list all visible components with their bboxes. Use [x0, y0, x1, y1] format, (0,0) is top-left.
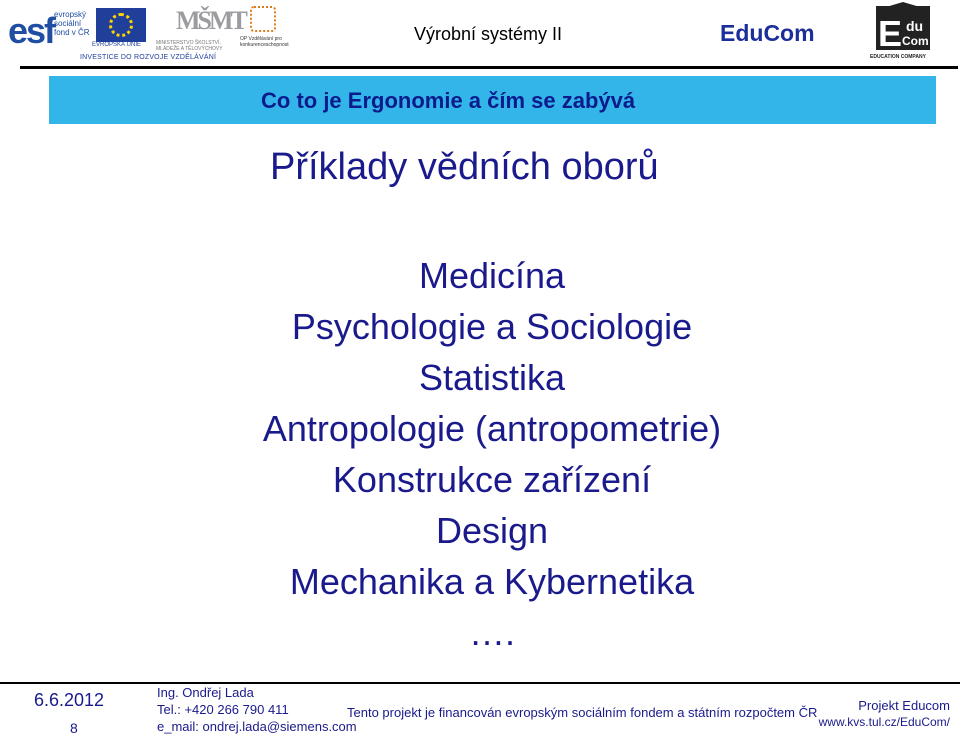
author-name: Ing. Ondřej Lada	[157, 685, 254, 700]
msmt-logo-mark: MŠMT	[176, 6, 245, 35]
course-title: Výrobní systémy II	[414, 24, 563, 44]
esf-logo-text: evropský sociální fond v ČR	[54, 10, 90, 37]
footer-project	[819, 697, 950, 731]
section-banner	[49, 76, 936, 124]
list-item: Statistika	[418, 357, 566, 398]
list-item: Medicína	[418, 255, 566, 296]
footer-contact	[157, 684, 357, 735]
list-item: Mechanika a Kybernetika	[289, 561, 695, 602]
educom-logo-box: E du Com	[876, 6, 930, 50]
footer-date: 6.6.2012	[34, 690, 105, 710]
investice-slogan: INVESTICE DO ROZVOJE VZDĚLÁVÁNÍ	[80, 54, 217, 61]
list-item: Konstrukce zařízení	[332, 459, 652, 500]
op-logo-text: OP Vzdělávání pro konkurenceschopnost	[240, 36, 289, 48]
list-item: Antropologie (antropometrie)	[262, 408, 722, 449]
header-logos	[8, 4, 293, 66]
page-number: 8	[70, 720, 78, 736]
eu-flag-icon	[96, 8, 146, 42]
project-url: www.kvs.tul.cz/EduCom/	[818, 715, 950, 729]
msmt-logo-text: MINISTERSTVO ŠKOLSTVÍ, MLÁDEŽE A TĚLOVÝCHOVY	[156, 40, 223, 52]
footer-divider	[0, 682, 960, 684]
list-item: Design	[435, 510, 549, 551]
op-logo	[240, 6, 296, 50]
msmt-logo	[156, 6, 245, 52]
brand-name: EduCom	[720, 20, 815, 46]
field-list	[0, 250, 960, 658]
esf-logo	[8, 8, 88, 52]
eu-stars-icon	[109, 13, 133, 37]
eu-logo-text: EVROPSKÁ UNIE	[92, 42, 142, 48]
funding-note: Tento projekt je financován evropským sociálním fondem a státním rozpočtem ČR	[347, 705, 818, 720]
author-email: e_mail: ondrej.lada@siemens.com	[157, 719, 357, 734]
esf-logo-mark: esf	[8, 10, 55, 51]
author-phone: Tel.: +420 266 790 411	[157, 702, 289, 717]
header-divider	[20, 66, 958, 69]
op-education-icon	[250, 6, 276, 32]
educom-logo	[870, 2, 936, 62]
list-item: ….	[468, 612, 515, 653]
slide-title: Příklady vědních oborů	[270, 146, 659, 188]
list-item: Psychologie a Sociologie	[291, 306, 693, 347]
project-name: Projekt Educom	[858, 698, 950, 713]
section-banner-text: Co to je Ergonomie a čím se zabývá	[261, 88, 636, 113]
educom-logo-caption: EDUCATION COMPANY	[870, 54, 926, 60]
